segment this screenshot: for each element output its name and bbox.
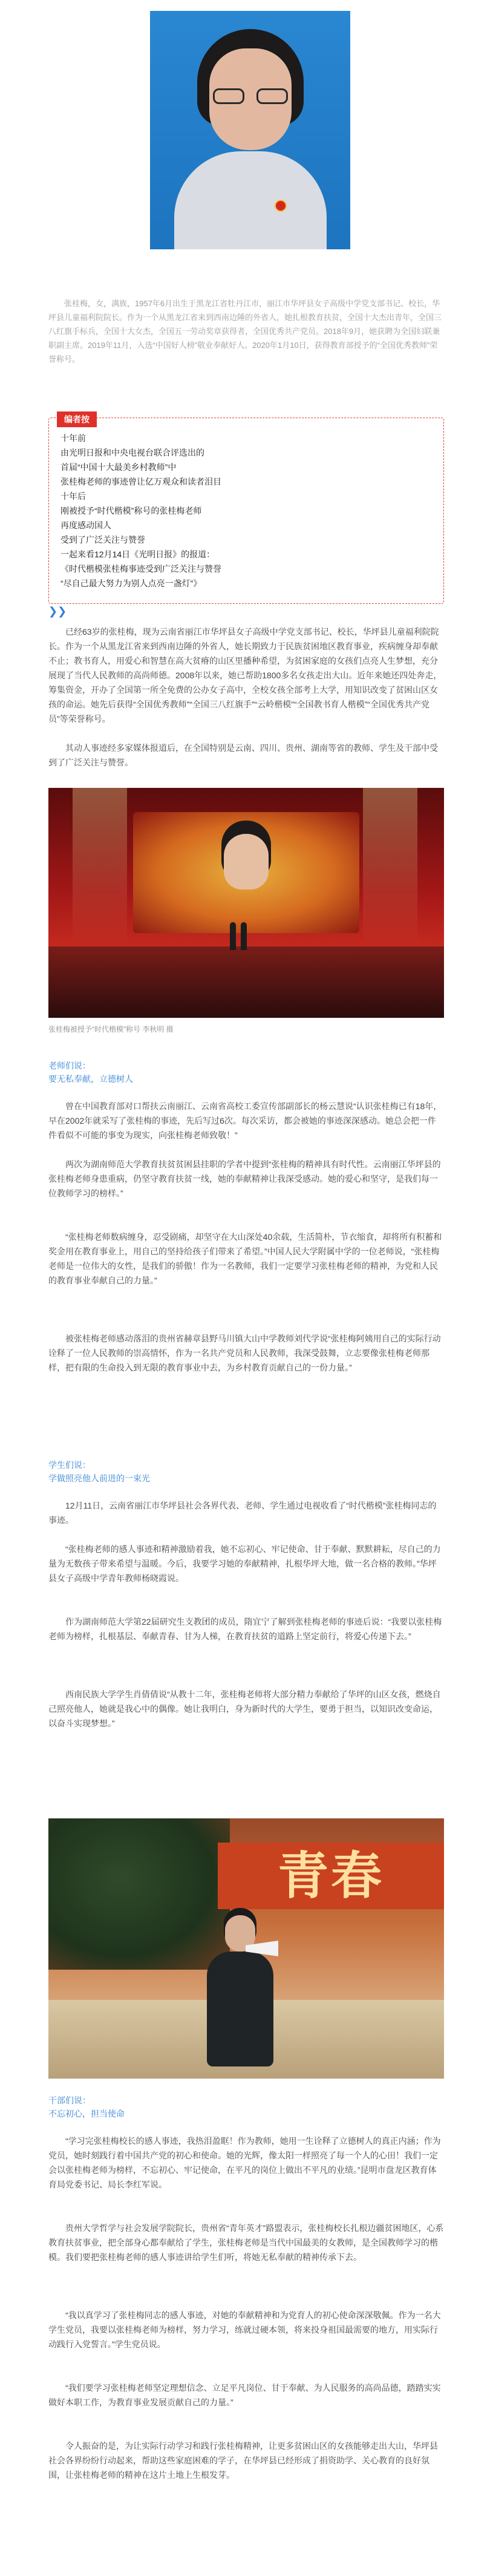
body-paragraph: “张桂梅老师的感人事迹和精神激励着我，她不忘初心、牢记使命、甘于奉献、默默耕耘，尽自己的力量为无数孩子带来希望与温暖。今后，我要学习她的奉献精神，扎根华坪大地，做一名合格的教师。”华坪县女子高级中学青年教师杨晓霞说。 [48,1544,441,1583]
editor-line: 首届“中国十大最美乡村教师”中 [60,462,177,472]
stage-light [73,788,127,945]
body-paragraph: 其动人事迹经多家媒体报道后，在全国特别是云南、四川、贵州、湖南等省的教师、学生及干部中受到了广泛关注与赞誉。 [48,743,438,767]
stage-floor [48,946,444,1018]
section-label: 老师们说： [48,1061,91,1070]
editor-note-lines [60,431,436,591]
section-title: 不忘初心，担当使命 [48,2109,125,2119]
editor-line: 一起来看12月14日《光明日报》的报道： [60,549,215,559]
editor-line: 张桂梅老师的事迹曾让亿万观众和读者泪目 [60,477,221,487]
party-badge-icon [275,200,287,212]
stage-figure [241,922,247,950]
double-chevron-icon: ❯❯ [48,605,67,617]
campus-tree [48,1818,230,1970]
campus-person [207,1915,273,2066]
body-paragraph: 贵州大学哲学与社会发展学院院长，贵州省“青年英才”路盟表示，张桂梅校长扎根边疆贫困地区，心系教育扶贫事业，把全部身心都奉献给了学生，张桂梅老师是当代中国最美的女教师，是全国教师学习的楷模。我们要把张桂梅老师的感人事迹讲给学生们听，将她无私奉献的精神传承下去。 [48,2223,444,2262]
campus-banner: 青春 [218,1843,444,1909]
body-paragraph: 作为湖南师范大学第22届研究生支教团的成员，隋宜宁了解到张桂梅老师的事迹后说：“我要以张桂梅老师为榜样，扎根基层、奉献青春、甘为人梯，在教育扶贫的道路上坚定前行，将爱心传递下去。” [48,1617,442,1641]
body-paragraph: 两次为湖南师范大学教育扶贫贫困县挂职的学者中提到“张桂梅的精神具有时代性。云南丽江华坪县的张桂梅老师身患重病，仍坚守教育扶贫一线，她的奉献精神让我深受感动。她的爱心和坚守，是我们每一位教师学习的榜样。” [48,1159,441,1198]
editor-note-tag: 编者按 [57,411,97,427]
body-paragraph: 西南民族大学学生肖倩倩说“从教十二年，张桂梅老师将大部分精力奉献给了华坪的山区女孩，燃烧自己照亮他人，她就是我心中的偶像。她让我明白，身为新时代的大学生，要勇于担当，以知识改变命运，以奋斗实现梦想。” [48,1689,441,1728]
body-paragraph: 被张桂梅老师感动落泪的贵州省赫章县野马川镇大山中学教师刘代学说“张桂梅阿姨用自己的实际行动诠释了一位人民教师的崇高情怀，作为一名共产党员和人民教师，我深受鼓舞，立志要像张桂梅老师那样，把有限的生命投入到无限的教育事业中去，为乡村教育贡献自己的一份力量。” [48,1334,441,1372]
body-paragraph: “张桂梅老师数病缠身，忍受剧痛，却坚守在大山深处40余载，生活简朴，节衣缩食，却将所有积蓄和奖金用在教育事业上，用自己的坚持给孩子们带来了希望。”中国人民大学附属中学的一位老师说，“张桂梅老师是一位伟大的女性，是我们的骄傲！作为一名教师，我们一定要学习张桂梅老师的精神，为党和人民的教育事业奉献自己的力量。” [48,1232,442,1285]
editor-line: 《时代楷模张桂梅事迹受到广泛关注与赞誉 [60,564,221,574]
section-title: 学做照亮他人前进的一束光 [48,1473,150,1483]
editor-line: 受到了广泛关注与赞誉 [60,535,145,545]
screen-portrait [224,834,269,890]
editor-line: 由光明日报和中央电视台联合评选出的 [60,448,204,457]
body-paragraph: “我们要学习张桂梅老师坚定理想信念、立足平凡岗位、甘于奉献、为人民服务的高尚品德，踏踏实实做好本职工作，为教育事业发展贡献自己的力量。” [48,2383,441,2407]
editor-line: 刚被授予“时代楷模”称号的张桂梅老师 [60,506,202,516]
section-label: 干部们说： [48,2096,91,2105]
editor-line: 十年前 [60,433,86,443]
photo-caption: 张桂梅被授予“时代楷模”称号 李秋明 摄 [48,1025,174,1034]
stage-figure [230,922,236,950]
body-paragraph: 令人振奋的是，为让实际行动学习和践行张桂梅精神，让更多贫困山区的女孩能够走出大山，华坪县社会各界纷纷行动起来，帮助这些家庭困难的学子，在华坪县已经形成了捐资助学、关心教育的良好氛围，让张桂梅老师的精神在这片土地上生根发芽。 [48,2441,438,2480]
body-paragraph: “我以真学习了张桂梅同志的感人事迹，对她的奉献精神和为党育人的初心使命深深敬佩。作为一名大学生党员，我要以张桂梅老师为榜样，努力学习，练就过硬本领，将来投身祖国最需要的地方，用实际行动践行入党誓言。”学生党员说。 [48,2310,441,2349]
stage-light [363,788,417,945]
body-paragraph: 12月11日，云南省丽江市华坪县社会各界代表、老师、学生通过电视收看了“时代楷模”张桂梅同志的事迹。 [48,1501,437,1525]
editor-line: “尽自己最大努力为别人点亮一盏灯”》 [60,578,202,588]
portrait-jacket [174,151,327,249]
person-coat [207,1952,273,2066]
section-label: 学生们说： [48,1460,91,1470]
ceremony-photo [48,788,444,1018]
campus-photo [48,1818,444,2079]
glasses-icon [213,88,288,105]
editor-line: 再度感动国人 [60,520,111,530]
stage-screen [133,812,359,933]
body-paragraph: “学习完张桂梅校长的感人事迹，我热泪盈眶！作为教师，她用一生诠释了立德树人的真正内涵；作为党员，她时刻践行着中国共产党的初心和使命。她的光辉，像太阳一样照亮了每一个人的心田！我们一定会以张桂梅老师为榜样，不忘初心、牢记使命，在平凡的岗位上做出不平凡的业绩。”昆明市盘龙区教育体育局党委书记、局长李红军说。 [48,2136,441,2189]
section-title: 要无私奉献，立德树人 [48,1074,133,1084]
bio-paragraph: 张桂梅，女，满族，1957年6月出生于黑龙江省牡丹江市，丽江市华坪县女子高级中学党支部书记、校长，华坪县儿童福利院院长。作为一个从黑龙江省来到西南边陲的外省人，她扎根教育扶贫，全国十大杰出青年，全国三八红旗手标兵，全国十大女杰，全国五一劳动奖章获得者，全国优秀共产党员。2018年9月，她获聘为全国妇联兼职副主席。2019年11月，入选“中国好人榜”敬业奉献好人。2020年1月10日，获得教育部授予的“全国优秀教师”荣誉称号。 [48,299,442,364]
portrait-photo [150,11,350,249]
body-paragraph: 曾在中国教育部对口帮扶云南丽江、云南省高校工委宣传部副部长的杨云慧说“认识张桂梅已有18年，早在2002年就采写了张桂梅的事迹，先后写过6次。每次采访，都会被她的事迹深深感动。她总会把一件件看似不可能的事变为现实，向张桂梅老师致敬！” [48,1101,442,1140]
body-paragraph: 已经63岁的张桂梅，现为云南省丽江市华坪县女子高级中学党支部书记、校长，华坪县儿童福利院院长。作为一个从黑龙江省来到西南边陲的外省人，她长期致力于民族贫困地区教育事业，疾病缠身却奉献不止；教书育人，用爱心和智慧在高大贫瘠的山区里播种希望，为贫困家庭的女孩们点亮人生梦想，充分展现了当代人民教师的高尚师德。2008年以来，她已帮助1800多名女孩走出大山。近年来她还四处奔走，筹集资金，开办了全国第一所全免费的公办女子高中，全校女孩全部考上大学，用知识改变了贫困山区女孩的命运。她先后获得“全国优秀教师”“全国三八红旗手”“云岭楷模”“全国教书育人楷模”“全国优秀共产党员”等荣誉称号。 [48,627,442,724]
editor-line: 十年后 [60,491,86,501]
